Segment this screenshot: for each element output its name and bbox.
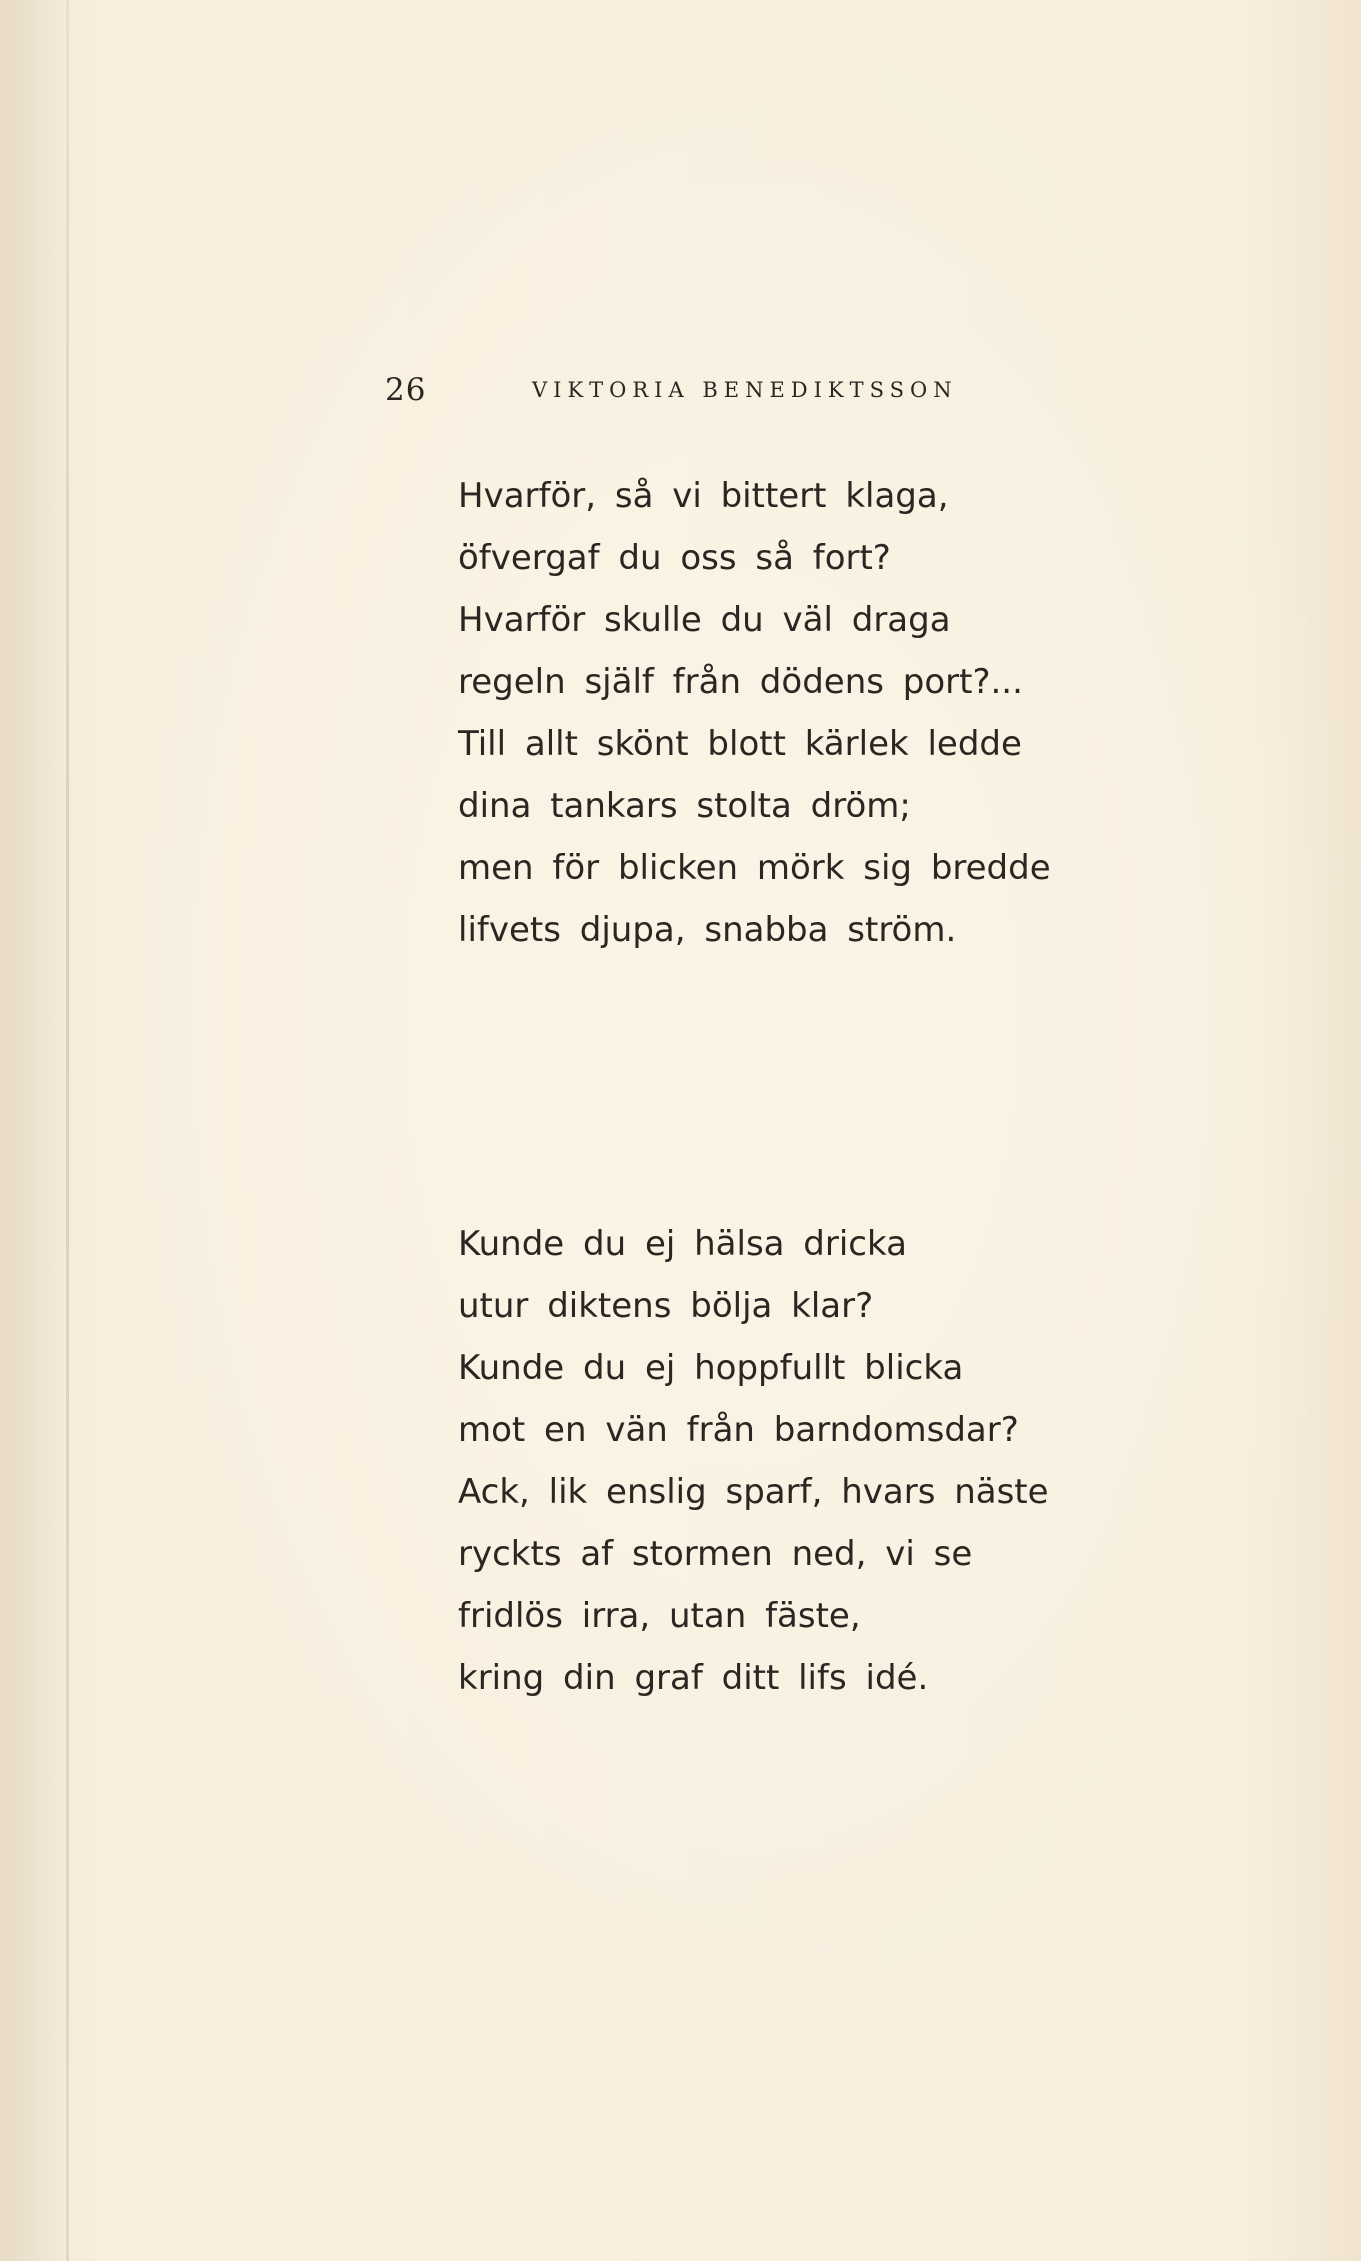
poem-line: fridlös irra, utan fäste, <box>458 1596 861 1636</box>
poem-line: kring din graf ditt lifs idé. <box>458 1658 929 1698</box>
poem-line: regeln själf från dödens port?... <box>458 662 1023 702</box>
poem-line: lifvets djupa, snabba ström. <box>458 910 957 950</box>
poem-line: Till allt skönt blott kärlek ledde <box>458 724 1022 764</box>
stanza-1 <box>458 465 1058 961</box>
running-title: VIKTORIA BENEDIKTSSON <box>532 378 958 402</box>
poem-line: utur diktens bölja klar? <box>458 1286 874 1326</box>
poem-line: Hvarför skulle du väl draga <box>458 600 951 640</box>
poem-line: Kunde du ej hoppfullt blicka <box>458 1348 964 1388</box>
poem-line: öfvergaf du oss så fort? <box>458 538 891 578</box>
poem-line: ryckts af stormen ned, vi se <box>458 1534 973 1574</box>
poem-line: men för blicken mörk sig bredde <box>458 848 1051 888</box>
page-header <box>385 372 1005 416</box>
stanza-2 <box>458 1213 1058 1709</box>
poem-line: Kunde du ej hälsa dricka <box>458 1224 907 1264</box>
poem-line: Ack, lik enslig sparf, hvars näste <box>458 1472 1049 1512</box>
poem-line: dina tankars stolta dröm; <box>458 786 911 826</box>
page-gutter-shadow <box>0 0 66 2261</box>
poem-line: Hvarför, så vi bittert klaga, <box>458 476 949 516</box>
poem-line: mot en vän från barndomsdar? <box>458 1410 1019 1450</box>
page-number: 26 <box>385 372 427 408</box>
page-gutter-edge <box>66 0 69 2261</box>
